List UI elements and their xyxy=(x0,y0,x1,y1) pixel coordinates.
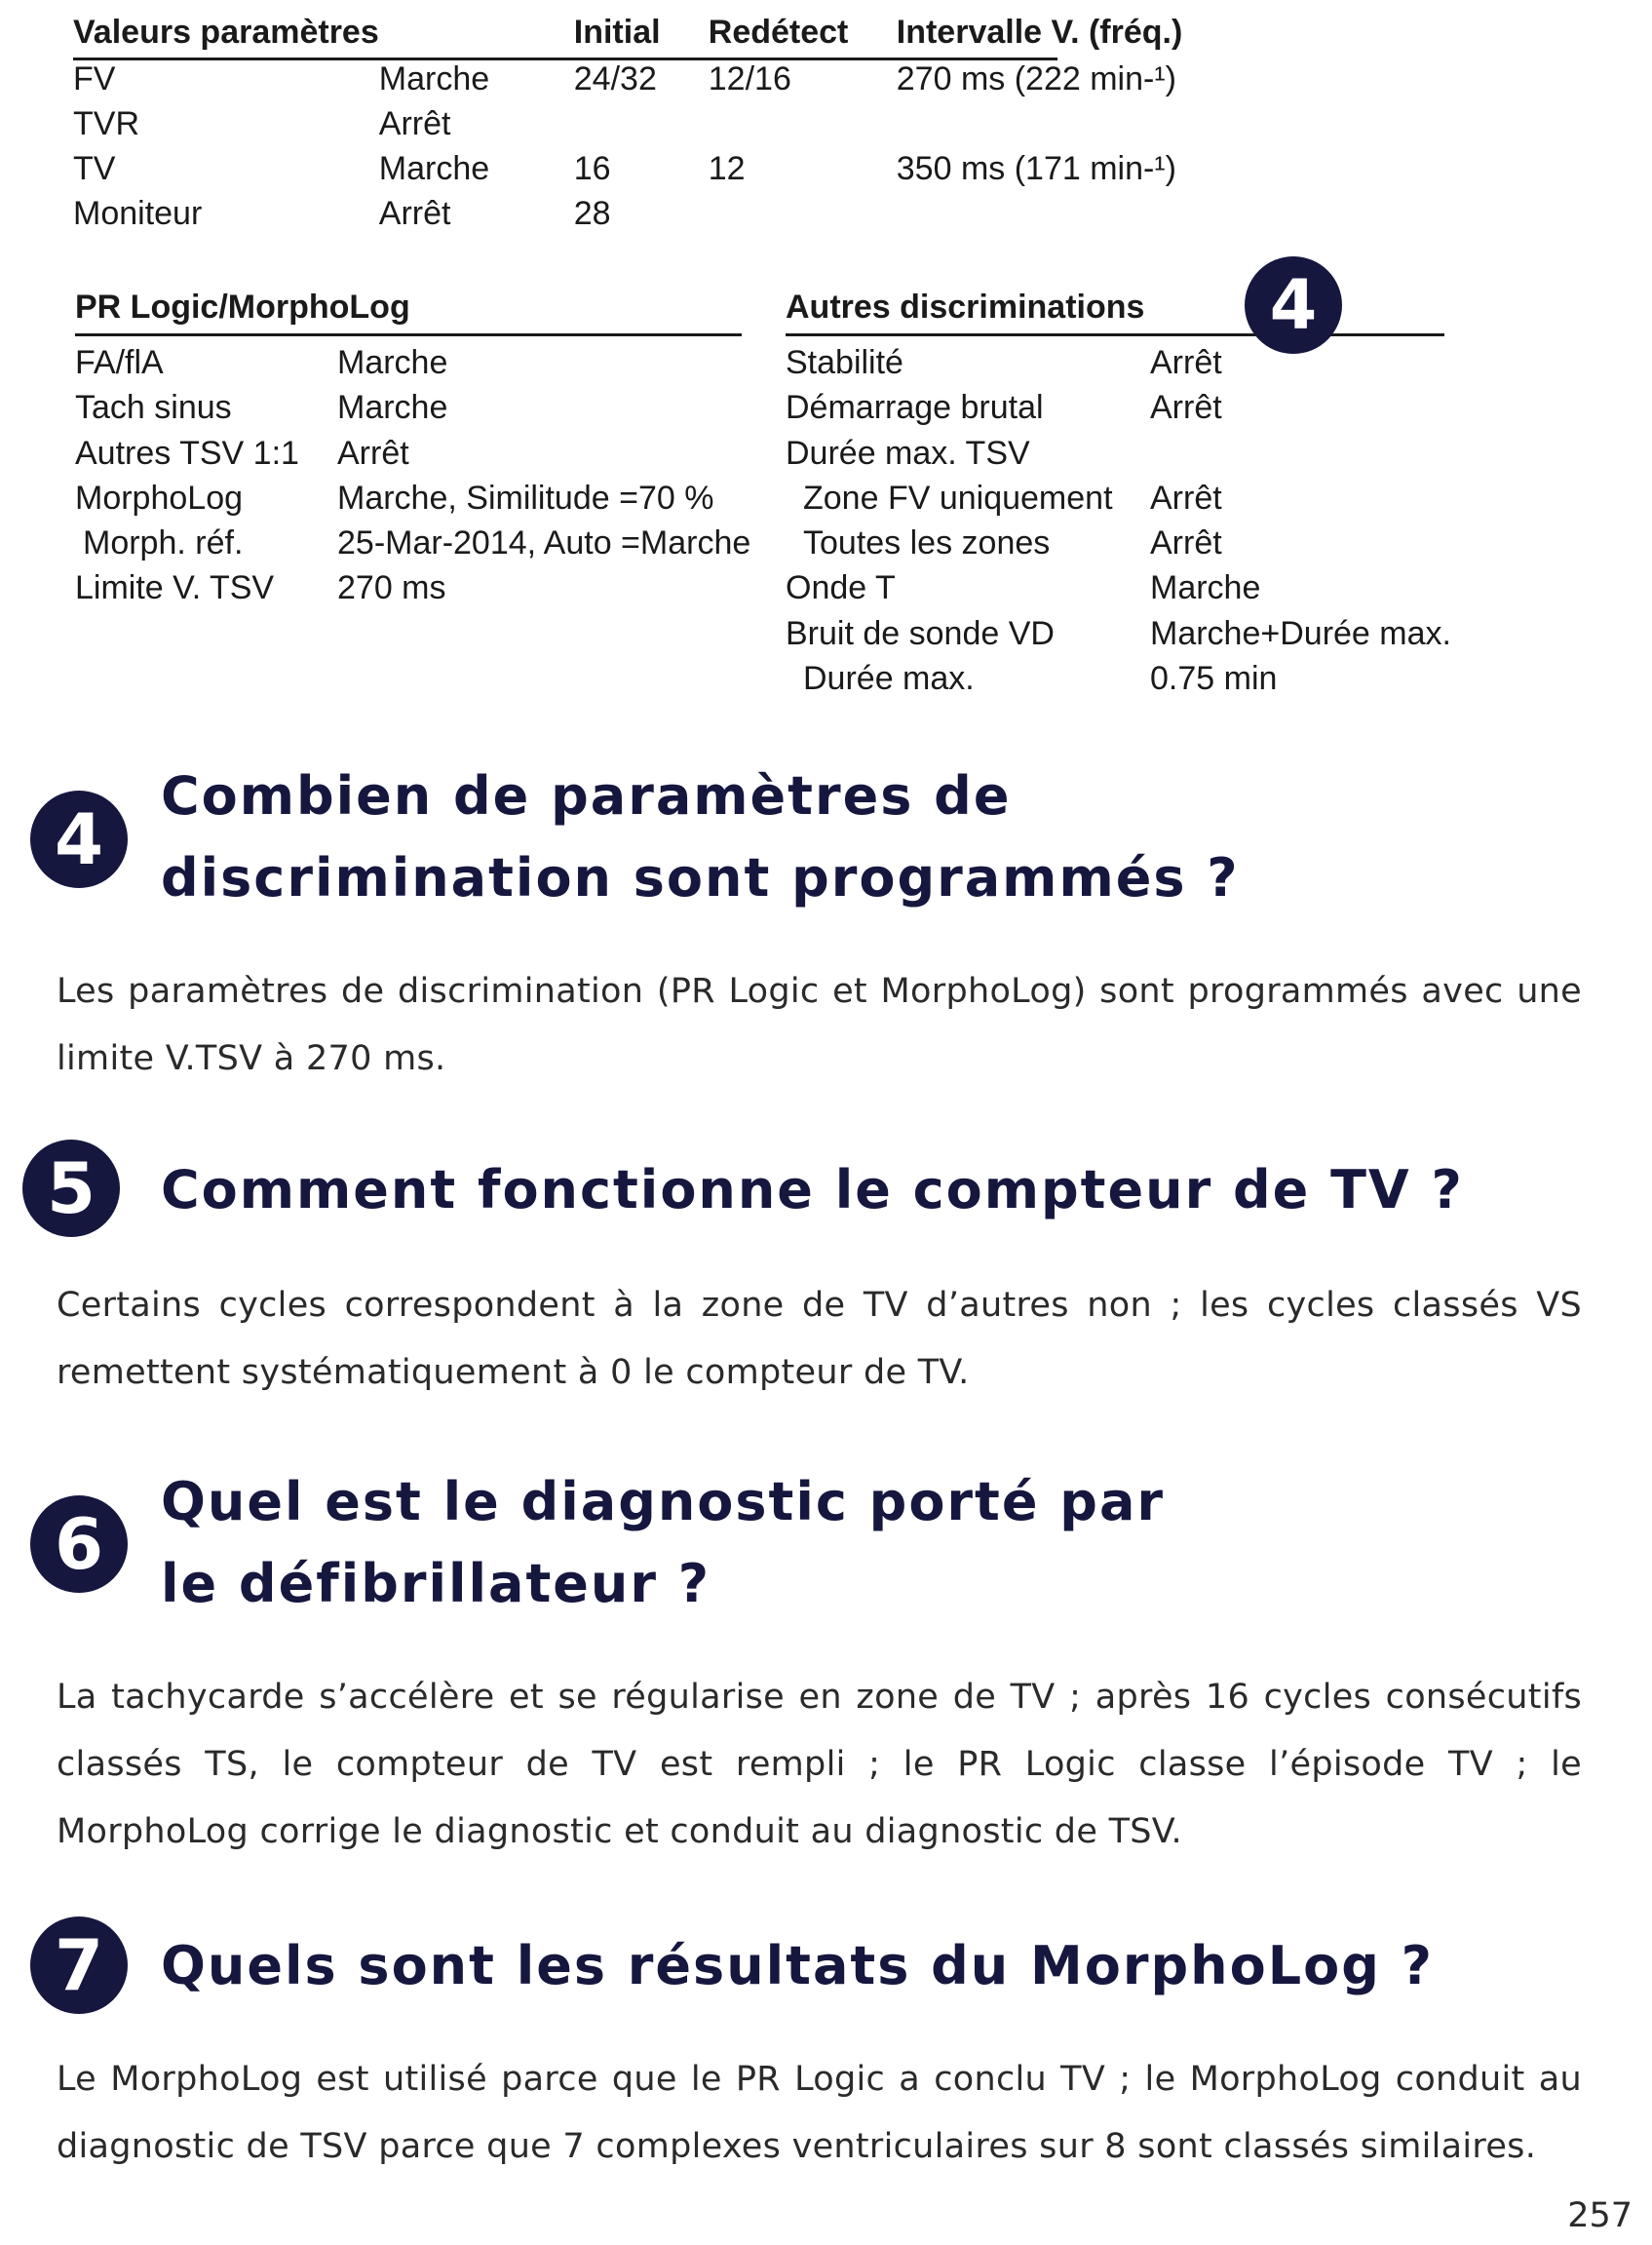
table-row xyxy=(73,146,1182,191)
table-row xyxy=(73,101,1182,146)
table-cell: Arrêt xyxy=(378,105,451,142)
setting-label: MorphoLog xyxy=(75,479,244,517)
table-cell: 16 xyxy=(573,150,611,187)
parameters-table-rule xyxy=(73,58,1057,60)
table-cell xyxy=(574,101,709,146)
question-4-title xyxy=(161,755,1240,919)
table-cell xyxy=(709,101,897,146)
list-item xyxy=(75,431,750,476)
pr-logic-title: PR Logic/MorphoLog xyxy=(75,289,410,326)
setting-value: Marche+Durée max. xyxy=(1150,614,1451,652)
list-item xyxy=(75,565,750,610)
parameters-table xyxy=(73,10,1182,236)
setting-label: Tach sinus xyxy=(75,389,232,427)
setting-value: 25-Mar-2014, Auto =Marche xyxy=(337,524,751,562)
table-cell: 12/16 xyxy=(708,60,791,97)
list-item xyxy=(786,340,1451,385)
question-title-line: Combien de paramètres de xyxy=(161,765,1012,827)
setting-value: 270 ms xyxy=(337,569,446,607)
setting-label: Durée max. xyxy=(803,660,975,698)
header-cell-state xyxy=(379,10,574,57)
header-cell-intervalle: Intervalle V. (fréq.) xyxy=(896,14,1183,51)
setting-label: Autres TSV 1:1 xyxy=(75,434,299,472)
list-item xyxy=(75,385,750,430)
setting-value: Marche xyxy=(1150,569,1261,607)
question-7-title xyxy=(161,1925,1434,2007)
setting-value: Arrêt xyxy=(1150,344,1222,381)
setting-label: Stabilité xyxy=(786,344,903,381)
table-cell: FV xyxy=(73,60,116,97)
table-cell: 24/32 xyxy=(573,60,657,97)
setting-label: Durée max. TSV xyxy=(786,434,1030,472)
list-item xyxy=(786,476,1451,521)
pr-logic-rule xyxy=(75,333,742,336)
setting-label: Toutes les zones xyxy=(803,524,1051,562)
table-row xyxy=(73,191,1182,236)
setting-value: Arrêt xyxy=(337,434,409,472)
question-5-number-badge: 5 xyxy=(22,1140,120,1237)
parameters-table-block xyxy=(73,10,1182,236)
setting-value: Marche xyxy=(337,344,448,381)
table-cell: 270 ms (222 min-¹) xyxy=(896,60,1176,97)
question-5-title xyxy=(161,1149,1464,1231)
list-item xyxy=(786,565,1451,610)
setting-label: Morph. réf. xyxy=(83,524,244,562)
list-item xyxy=(75,340,750,385)
autres-title: Autres discriminations xyxy=(786,289,1145,326)
list-item xyxy=(786,385,1451,430)
setting-value: Arrêt xyxy=(1150,479,1222,517)
setting-label: FA/flA xyxy=(75,344,164,381)
autres-list xyxy=(786,340,1451,701)
header-cell-parametre: Valeurs paramètres xyxy=(73,14,379,51)
list-item xyxy=(786,656,1451,701)
question-4-answer: Les paramètres de discrimination (PR Logic et MorphoLog) sont programmés avec une limite V.TSV à 270 ms. xyxy=(57,972,1582,1078)
question-title-line: Quels sont les résultats du MorphoLog ? xyxy=(161,1935,1434,1996)
question-7-answer: Le MorphoLog est utilisé parce que le PR Logic a conclu TV ; le MorphoLog conduit au diagnostic de TSV parce que 7 complexes ventriculaires sur 8 sont classés similaires. xyxy=(57,2060,1582,2166)
autres-rule xyxy=(786,333,1444,336)
table-cell xyxy=(709,191,897,236)
table-cell: 28 xyxy=(573,195,611,232)
pr-logic-list xyxy=(75,340,750,611)
setting-value: Marche, Similitude =70 % xyxy=(337,479,714,517)
table-cell: TV xyxy=(73,150,116,187)
table-cell xyxy=(897,191,1183,236)
question-6-number-badge: 6 xyxy=(30,1495,128,1593)
table-cell: TVR xyxy=(73,105,139,142)
table-cell: Arrêt xyxy=(378,195,451,232)
table-cell: Marche xyxy=(378,60,490,97)
question-title-line: discrimination sont programmés ? xyxy=(161,847,1240,909)
list-item xyxy=(786,521,1451,565)
table-cell: 350 ms (171 min-¹) xyxy=(896,150,1176,187)
list-item xyxy=(75,521,750,565)
question-6-answer: La tachycarde s’accélère et se régularise en zone de TV ; après 16 cycles consécutifs classés TS, le compteur de TV est rempli ; le PR Logic classe l’épisode TV ; le MorphoLog corrige le diagnostic et conduit au diagnostic de TSV. xyxy=(57,1678,1582,1851)
question-4-number-badge: 4 xyxy=(30,791,128,888)
page-number: 257 xyxy=(1567,2196,1633,2235)
setting-value: 0.75 min xyxy=(1150,660,1278,698)
header-cell-redetect: Redétect xyxy=(708,14,849,51)
setting-value: Arrêt xyxy=(1150,524,1222,562)
question-title-line: Quel est le diagnostic porté par xyxy=(161,1471,1166,1532)
setting-label: Zone FV uniquement xyxy=(803,479,1113,517)
list-item xyxy=(75,476,750,521)
question-title-line: Comment fonctionne le compteur de TV ? xyxy=(161,1159,1464,1220)
table-cell: Marche xyxy=(378,150,490,187)
question-5-answer: Certains cycles correspondent à la zone de TV d’autres non ; les cycles classés VS remettent systématiquement à 0 le compteur de TV. xyxy=(57,1286,1582,1392)
setting-label: Onde T xyxy=(786,569,896,607)
setting-value: Marche xyxy=(337,389,448,427)
setting-value: Arrêt xyxy=(1150,389,1222,427)
setting-label: Démarrage brutal xyxy=(786,389,1044,427)
list-item xyxy=(786,611,1451,656)
parameters-table-header xyxy=(73,10,1182,57)
table-cell xyxy=(897,101,1183,146)
question-title-line: le défibrillateur ? xyxy=(161,1553,711,1614)
list-item xyxy=(786,431,1451,476)
table-cell: Moniteur xyxy=(73,195,203,232)
question-7-number-badge: 7 xyxy=(30,1916,128,2014)
setting-label: Limite V. TSV xyxy=(75,569,275,607)
figure-number-badge: 4 xyxy=(1245,256,1342,354)
setting-label: Bruit de sonde VD xyxy=(786,614,1055,652)
header-cell-initial: Initial xyxy=(573,14,661,51)
question-6-title xyxy=(161,1461,1165,1625)
table-row xyxy=(73,57,1182,101)
table-cell: 12 xyxy=(708,150,746,187)
